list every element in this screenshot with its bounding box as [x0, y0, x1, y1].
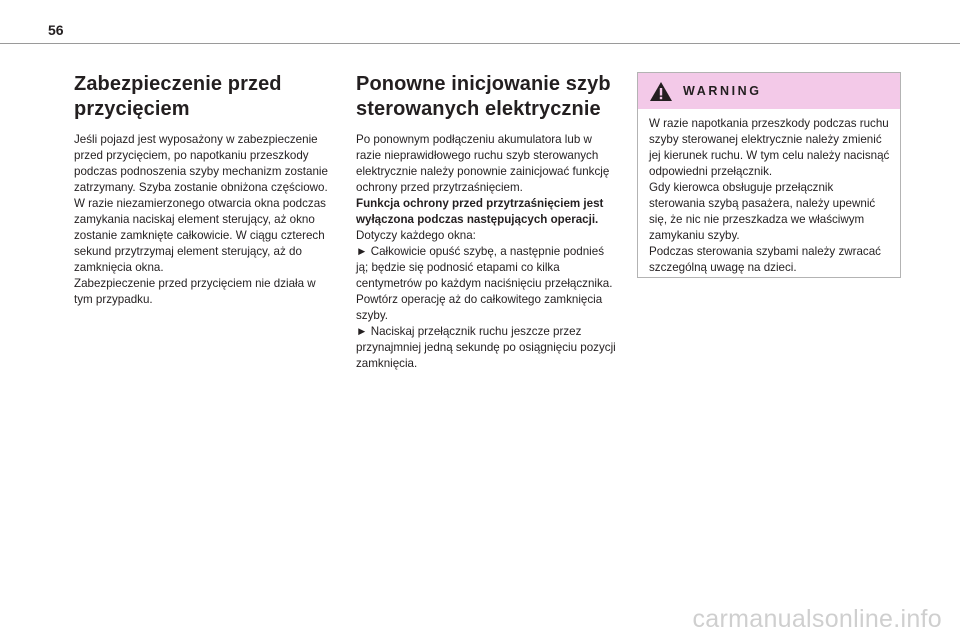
- reinitialise-bold-note: Funkcja ochrony przed przytrzaśnięciem jest wyłączona podczas następujących operacji.: [356, 197, 604, 226]
- reinitialise-section: [356, 72, 618, 372]
- warning-triangle-icon: [649, 81, 673, 102]
- anti-pinch-heading-line-2: przycięciem: [74, 98, 190, 120]
- warning-title: WARNING: [683, 84, 762, 98]
- page-number: 56: [48, 22, 64, 38]
- anti-pinch-heading: [74, 72, 336, 122]
- watermark: carmanualsonline.info: [692, 605, 942, 633]
- anti-pinch-paragraph-1: Jeśli pojazd jest wyposażony w zabezpieczenie przed przycięciem, po napotkaniu przeszkody podczas podnoszenia szyby mechanizm zostanie zatrzymany. Szyba zostanie obniżona częściowo.: [74, 133, 328, 194]
- warning-paragraph-3: Podczas sterowania szybami należy zwracać szczególną uwagę na dzieci.: [649, 245, 881, 274]
- reinitialise-paragraph-2: Dotyczy każdego okna:: [356, 229, 476, 242]
- reinitialise-heading-line-1: Ponowne inicjowanie szyb: [356, 73, 611, 95]
- reinitialise-step-2: ► Naciskaj przełącznik ruchu jeszcze przez przynajmniej jedną sekundę po osiągnięciu pozycji zamknięcia.: [356, 325, 616, 370]
- anti-pinch-heading-line-1: Zabezpieczenie przed: [74, 73, 282, 95]
- anti-pinch-paragraph-3: Zabezpieczenie przed przycięciem nie działa w tym przypadku.: [74, 277, 316, 306]
- reinitialise-step-1: ► Całkowicie opuść szybę, a następnie podnieś ją; będzie się podnosić etapami co kilka centymetrów po każdym naciśnięciu przełącznika. Powtórz operację aż do całkowitego zamknięcia szyby.: [356, 245, 613, 322]
- warning-box: [637, 72, 901, 278]
- warning-body: [638, 109, 900, 276]
- reinitialise-paragraph-1: Po ponownym podłączeniu akumulatora lub w razie nieprawidłowego ruchu szyb sterowanych elektrycznie należy ponownie zainicjować funkcję ochrony przed przytrzaśnięciem.: [356, 133, 610, 194]
- warning-header: [638, 73, 900, 109]
- anti-pinch-paragraph-2: W razie niezamierzonego otwarcia okna podczas zamykania naciskaj element sterujący, aż okno zostanie zamknięte całkowicie. W ciągu czterech sekund przytrzymaj element sterujący, aż do zamknięcia okna.: [74, 197, 326, 274]
- warning-paragraph-2: Gdy kierowca obsługuje przełącznik sterowania szybą pasażera, należy upewnić się, że nic nie przeszkadza we właściwym zamykaniu szyby.: [649, 181, 876, 242]
- warning-paragraph-1: W razie napotkania przeszkody podczas ruchu szyby sterowanej elektrycznie należy zmienić jej kierunek ruchu. W tym celu należy nacisnąć odpowiedni przełącznik.: [649, 117, 890, 178]
- header-divider: [0, 43, 960, 44]
- reinitialise-body: [356, 132, 618, 372]
- anti-pinch-body: [74, 132, 336, 308]
- reinitialise-heading-line-2: sterowanych elektrycznie: [356, 98, 601, 120]
- anti-pinch-section: [74, 72, 336, 308]
- reinitialise-heading: [356, 72, 618, 122]
